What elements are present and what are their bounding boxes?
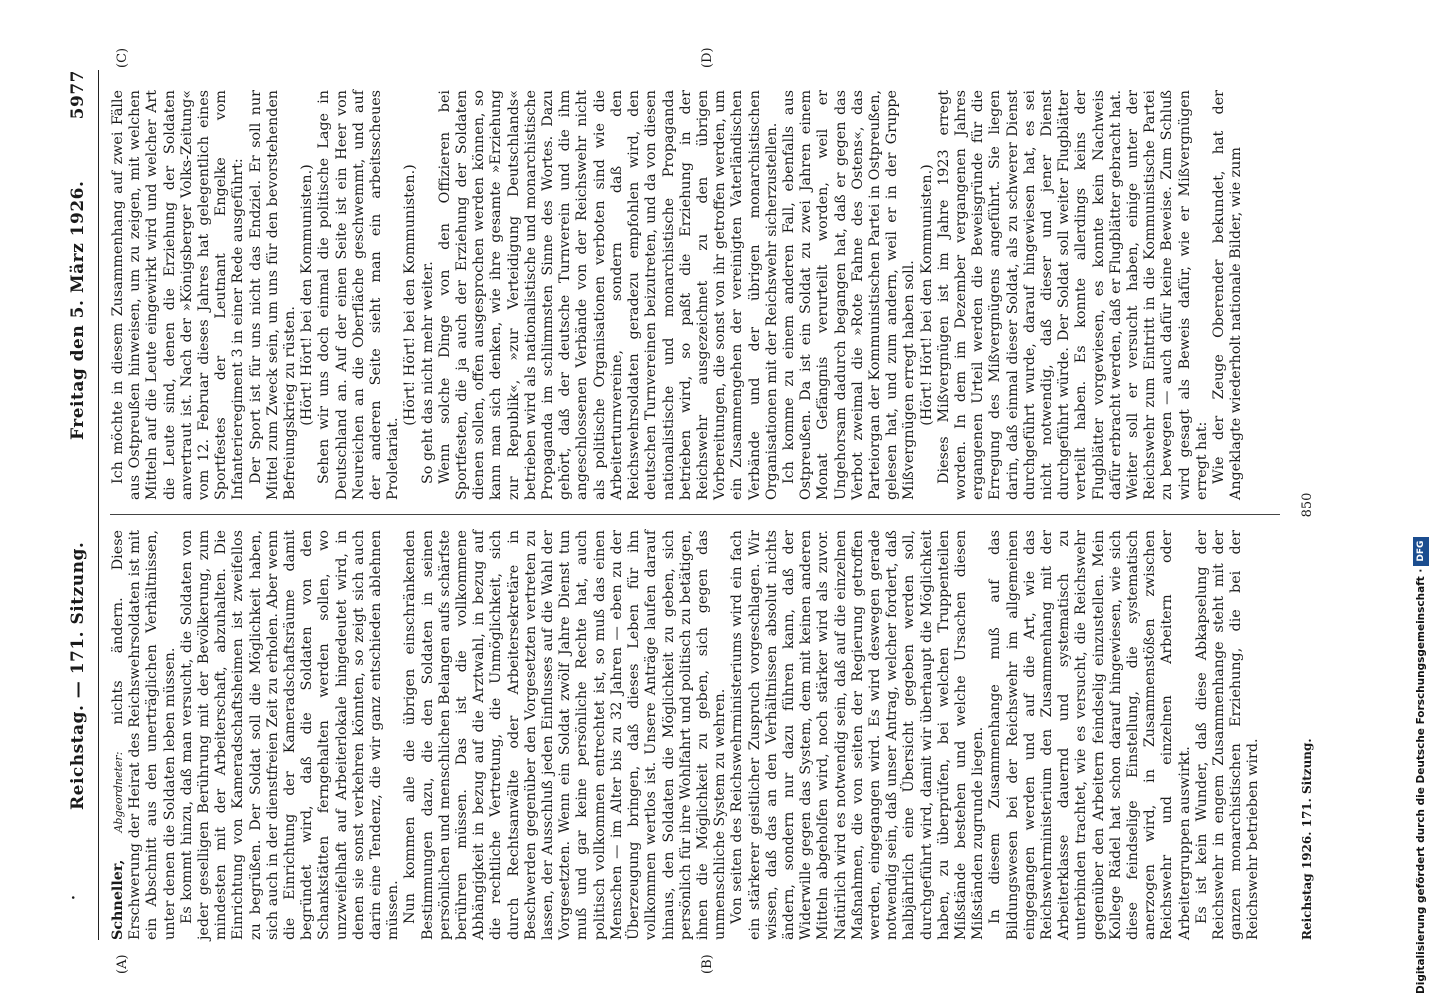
footer-reference: Reichstag 1926. 171. Sitzung. bbox=[1300, 738, 1314, 940]
left-paragraph: Nun kommen alle die übrigen einschränkenden Bestimmungen dazu, die den Soldaten in seinen persönlichen und menschlichen Belangen aufs schärfste berühren müssen. Das ist die vollkommene Abhängigkeit in bezug auf die Arztwahl, in bezug auf die rechtliche Vertretung, die Unmöglichkeit, sich durch Rechtsanwälte oder Arbeitersekretäre in Beschwerden gegenüber den Vorgesetzten vertreten zu lassen, der Ausschluß jeden Einflusses auf die Wahl der Vorgesetzten. Wenn ein Soldat zwölf Jahre Dienst tun muß und gar keine persönliche Rechte hat, auch politisch vollkommen entrechtet ist, so muß das einen Menschen — im Alter bis zu 32 Jahren — eben zu der Überzeugung bringen, daß dieses Leben für ihn vollkommen wertlos ist. Unsere Anträge laufen darauf hinaus, den Soldaten die Möglichkeit zu geben, sich persönlich für ihre Wohlfahrt und politisch zu betätigen, ihnen die Möglichkeit zu geben, sich gegen das unmenschliche System zu wehren. bbox=[402, 530, 729, 940]
margin-mark-a: (A) bbox=[115, 954, 130, 974]
left-column bbox=[110, 530, 1263, 940]
quoted-paragraph: Sehen wir uns doch einmal die politische Lage in Deutschland an. Auf der einen Seite ist ein Heer von Neureichen an die Oberfläche geschwemmt, und auf der anderen Seite sieht man ein arbeitsscheues Proletariat. bbox=[316, 90, 402, 500]
document-page bbox=[60, 47, 1400, 974]
left-paragraph bbox=[110, 530, 179, 940]
margin-mark-d: (D) bbox=[700, 47, 715, 68]
credit-text: Digitalisierung gefördert durch die Deutsche Forschungsgemeinschaft · bbox=[1415, 568, 1427, 994]
right-paragraph: Wenn solche Dinge von den Offizieren bei Sportfesten, die ja auch der Erziehung der Soldaten dienen sollen, offen ausgesprochen werden können, so kann man sich denken, wie ihre gesamte »Erziehung zur Republik«, »zur Verteidigung Deutschlands« betrieben wird als nationalistische und monarchistische Propaganda im schlimmsten Sinne des Wortes. Dazu gehört, daß der deutsche Turnverein und die ihm angeschlossenen Verbände von der Reichswehr nicht als politische Organisationen verboten sind wie die Arbeiterturnvereine, sondern daß den Reichswehrsoldaten geradezu empfohlen wird, den deutschen Turnvereinen beizutreten, und da von diesen nationalistische und monarchistische Propaganda betrieben wird, so paßt die Erziehung in der Reichswehr ausgezeichnet zu den übrigen Vorbereitungen, die sonst von ihr getroffen werden, um ein Zusammengehen der vereinigten Vaterländischen Verbände und der übrigen monarchistischen Organisationen mit der Reichswehr sicherzustellen. bbox=[436, 90, 780, 500]
quoted-paragraph: Der Sport ist für uns nicht das Endziel. Er soll nur Mittel zum Zweck sein, um uns für den bevorstehenden Befreiungskrieg zu rüsten. bbox=[247, 90, 299, 500]
quoted-paragraph: Wie der Zeuge Oberender bekundet, hat der Angeklagte wiederholt nationale Bilder, wie zum bbox=[1211, 90, 1245, 500]
sheet-number: 850 bbox=[1300, 492, 1315, 518]
margin-mark-c: (C) bbox=[115, 47, 130, 68]
running-head-date: Freitag den 5. März 1926. bbox=[68, 180, 88, 440]
right-paragraph: Ich komme zu einem anderen Fall, ebenfalls aus Ostpreußen. Da ist ein Soldat zu zwei Jahren einem Monat Gefängnis verurteilt worden, weil er Ungehorsam dadurch begangen hat, daß er gegen das Verbot zweimal die »Rote Fahne des Ostens«, das Parteiorgan der Kommunistischen Partei in Ostpreußen, gelesen hat, und zum andern, weil er in der Gruppe Mißvergnügen erregt haben soll. bbox=[780, 90, 918, 500]
left-paragraph: Es kommt hinzu, daß man versucht, die Soldaten von jeder geselligen Berührung mit der Bevölkerung, zum mindesten mit der Arbeiterschaft, abzuhalten. Die Einrichtung von Kameradschaftsheimen ist zweifellos zu begrüßen. Der Soldat soll die Möglichkeit haben, sich auch in der dienstfreien Zeit zu erholen. Aber wenn die Einrichtung der Kameradschaftsräume damit begründet wird, daß die Soldaten von den Schankstätten ferngehalten werden sollen, wo unzweifelhaft auf Arbeiterlokale hingedeutet wird, in denen sie sonst verkehren könnten, so zeigt sich auch darin eine Tendenz, die wir ganz entschieden ablehnen müssen. bbox=[178, 530, 402, 940]
page-number: 5977 bbox=[68, 70, 88, 120]
dfg-logo: DFG bbox=[1413, 537, 1429, 566]
right-paragraph: Dieses Mißvergnügen ist im Jahre 1923 erregt worden. In dem im Dezember vergangenen Jahres ergangenen Urteil werden die Beweisgründe für die Erregung des Mißvergnügens angeführt. Sie liegen darin, daß einmal dieser Soldat, als zu schwerer Dienst durchgeführt wurde, darauf hingewiesen hat, es sei nicht notwendig, daß dieser und jener Dienst durchgeführt würde. Der Soldat soll weiter Flugblätter verteilt haben. Es konnte allerdings keins der Flugblätter vorgewiesen, es konnte kein Nachweis dafür erbracht werden, daß er Flugblätter gebracht hat. Weiter soll er versucht haben, einige unter der Reichswehr zum Eintritt in die Kommunistische Partei zu bewegen — auch dafür keine Beweise. Zum Schluß wird gesagt als Beweis dafür, wie er Mißvergnügen erregt hat: bbox=[935, 90, 1210, 500]
margin-mark-b: (B) bbox=[700, 954, 715, 974]
running-head-dot: · bbox=[66, 894, 82, 900]
left-paragraph-text: nichts ändern. Diese Erschwerung der Heirat des Reichswehrsoldaten ist mit ein Abschnitt aus den unerträglichen Verhältnissen, unter denen die Soldaten leben müssen. bbox=[110, 529, 178, 940]
interjection: (Hört! Hört! bei den Kommunisten.) bbox=[299, 164, 316, 426]
running-head bbox=[60, 70, 99, 940]
left-paragraph: In diesem Zusammenhange muß auf das Bildungswesen bei der Reichswehr im allgemeinen eingegangen werden und auf die Art, wie das Reichswehrministerium den Zusammenhang mit der Arbeiterklasse dauernd und systematisch zu unterbinden trachtet, wie es versucht, die Reichswehr gegenüber den Arbeitern feindselig einzustellen. Mein Kollege Rädel hat schon darauf hingewiesen, wie sich diese feindselige Einstellung, die systematisch anerzogen wird, in Zusammenstößen zwischen Reichswehr und einzelnen Arbeitern oder Arbeitergruppen auswirkt. bbox=[987, 530, 1193, 940]
speaker-name: Schneller, bbox=[110, 859, 126, 940]
interjection: (Hört! Hört! bei den Kommunisten.) bbox=[402, 164, 419, 426]
right-column bbox=[110, 90, 1245, 500]
interjection: (Hört! Hört! bei den Kommunisten.) bbox=[918, 164, 935, 426]
left-paragraph: Von seiten des Reichswehrministeriums wird ein fach ein stärkerer geistlicher Zuspruch vorgeschlagen. Wir wissen, daß das an den Verhältnissen absolut nichts ändern, sondern nur dazu führen kann, daß der Widerwille gegen das System, dem mit keinen anderen Mitteln abgeholfen wird, noch stärker wird als zuvor. Natürlich wird es notwendig sein, daß auf die einzelnen Maßnahmen, die von seiten der Regierung getroffen werden, eingegangen wird. Es wird deswegen gerade notwendig sein, daß unser Antrag, welcher fordert, daß halbjährlich eine Übersicht gegeben werden soll, durchgeführt wird, damit wir überhaupt die Möglichkeit haben, zu überprüfen, bei welchen Truppenteilen Mißstände bestehen und welche Ursachen diesen Mißständen zugrunde liegen. bbox=[729, 530, 987, 940]
right-paragraph: Ich möchte in diesem Zusammenhang auf zwei Fälle aus Ostpreußen hinweisen, um zu zeigen, mit welchen Mitteln auf die Leute eingewirkt wird und welcher Art die Leute sind, denen die Erziehung der Soldaten anvertraut ist. Nach der »Königsberger Volks-Zeitung« vom 12. Februar dieses Jahres hat gelegentlich eines Sportfestes der Leutnant Engelke vom Infanterieregiment 3 in einer Rede ausgeführt: bbox=[110, 90, 247, 500]
column-divider bbox=[110, 514, 1280, 515]
speaker-role: Abgeordneter: bbox=[112, 751, 125, 833]
quoted-paragraph: So geht das nicht mehr weiter. bbox=[419, 261, 436, 484]
left-paragraph: Es ist kein Wunder, daß diese Abkapselung der Reichswehr in engem Zusammenhange steht mit der ganzen monarchistischen Erziehung, die bei der Reichswehr betrieben wird. bbox=[1193, 530, 1262, 940]
digitization-credit bbox=[1410, 6, 1432, 994]
running-head-session: Reichstag. — 171. Sitzung. bbox=[68, 541, 88, 810]
